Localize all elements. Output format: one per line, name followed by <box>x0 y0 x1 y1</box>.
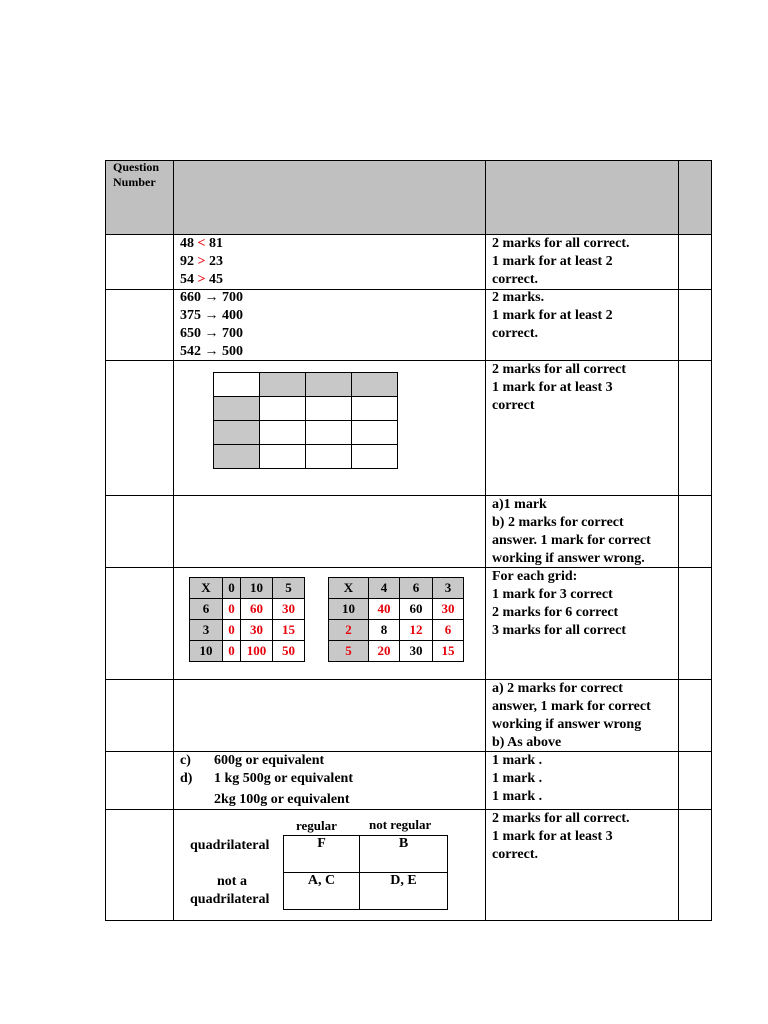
grid-header-cell: 10 <box>241 578 273 599</box>
grid-cell: 30 <box>273 599 305 620</box>
rounding-answer: 542 → 500 <box>180 344 243 359</box>
row1-answer-line: 54 > 45 <box>180 272 223 287</box>
marks-line: 3 marks for all correct <box>492 623 626 638</box>
carroll-cell: B <box>360 836 448 873</box>
multiplication-grid-1 <box>189 577 305 662</box>
marks-line: a)1 mark <box>492 497 547 512</box>
grid-cell: 100 <box>241 641 273 662</box>
carroll-cell: F <box>284 836 360 873</box>
grid-header-cell: 3 <box>433 578 464 599</box>
grid-header-cell: X <box>329 578 369 599</box>
marks-line: 1 mark . <box>492 789 543 804</box>
grid-cell: 15 <box>433 641 464 662</box>
grid-row-label: 6 <box>190 599 223 620</box>
question-number-header: Question Number <box>113 160 160 189</box>
marks-line: 1 mark . <box>492 771 543 786</box>
marks-line: correct <box>492 398 535 413</box>
grid-cell: 20 <box>369 641 400 662</box>
marks-line: answer. 1 mark for correct <box>492 533 651 548</box>
grid-cell: 8 <box>369 620 400 641</box>
row3-marks <box>492 361 626 415</box>
marks-line: 2 marks for 6 correct <box>492 605 619 620</box>
mass-answer: 2kg 100g or equivalent <box>214 792 350 807</box>
carroll-cell: D, E <box>360 873 448 910</box>
rounding-answer: 375 → 400 <box>180 308 243 323</box>
grid-row-label: 5 <box>329 641 369 662</box>
row2-marks <box>492 289 613 343</box>
grid-cell: 60 <box>241 599 273 620</box>
col-header-regular: regular <box>296 818 337 833</box>
grid-cell: 40 <box>369 599 400 620</box>
marks-line: 2 marks for all correct <box>492 362 626 377</box>
row5-marks <box>492 568 626 640</box>
marks-line: b) 2 marks for correct <box>492 515 624 530</box>
row7-marks <box>492 752 542 806</box>
col-header-not-regular: not regular <box>369 817 432 832</box>
marks-line: 2 marks. <box>492 290 545 305</box>
grid-cell: 30 <box>241 620 273 641</box>
marks-line: correct. <box>492 847 538 862</box>
grid-cell: 0 <box>223 641 241 662</box>
marks-line: 1 mark for at least 3 <box>492 829 613 844</box>
row-header-quadrilateral: quadrilateral <box>190 838 270 853</box>
grid-row-label: 2 <box>329 620 369 641</box>
marks-line: 1 mark for at least 3 <box>492 380 613 395</box>
row1-answer-line: 92 > 23 <box>180 254 223 269</box>
marks-line: answer, 1 mark for correct <box>492 699 651 714</box>
marks-line: 1 mark for at least 2 <box>492 308 613 323</box>
grid-row-label: 10 <box>190 641 223 662</box>
marks-line: b) As above <box>492 735 562 750</box>
grid-cell: 30 <box>400 641 433 662</box>
marks-line: working if answer wrong <box>492 717 642 732</box>
grid-header-cell: 4 <box>369 578 400 599</box>
grid-header-cell: 6 <box>400 578 433 599</box>
row8-marks <box>492 810 630 864</box>
row1-marks <box>492 235 630 289</box>
mass-answer: c) 600g or equivalent <box>180 753 325 768</box>
row6-marks <box>492 680 651 752</box>
grid-cell: 30 <box>433 599 464 620</box>
marks-line: working if answer wrong. <box>492 551 645 566</box>
grid-cell: 12 <box>400 620 433 641</box>
grid-cell: 0 <box>223 599 241 620</box>
blank-grid <box>213 372 398 469</box>
grid-header-cell: 0 <box>223 578 241 599</box>
rounding-answer: 660 → 700 <box>180 290 243 305</box>
marks-line: For each grid: <box>492 569 578 584</box>
marks-line: 1 mark for 3 correct <box>492 587 613 602</box>
row-header-not-a: not a <box>217 874 247 889</box>
grid-cell: 60 <box>400 599 433 620</box>
mass-answer: d) 1 kg 500g or equivalent <box>180 771 353 786</box>
row1-answers <box>180 235 223 289</box>
carroll-cell: A, C <box>284 873 360 910</box>
grid-row-label: 10 <box>329 599 369 620</box>
row2-answers <box>180 289 243 361</box>
grid-cell: 15 <box>273 620 305 641</box>
multiplication-grid-2 <box>328 577 464 662</box>
marks-line: 1 mark for at least 2 <box>492 254 613 269</box>
row-header-quadrilateral-2: quadrilateral <box>190 892 270 907</box>
marks-line: correct. <box>492 272 538 287</box>
carroll-diagram <box>283 835 448 910</box>
grid-cell: 0 <box>223 620 241 641</box>
marks-line: a) 2 marks for correct <box>492 681 623 696</box>
marks-line: 1 mark . <box>492 753 543 768</box>
marks-line: correct. <box>492 326 538 341</box>
marks-line: 2 marks for all correct. <box>492 811 630 826</box>
marks-line: 2 marks for all correct. <box>492 236 630 251</box>
grid-header-cell: 5 <box>273 578 305 599</box>
header-row-background <box>106 161 712 234</box>
row4-marks <box>492 496 651 568</box>
grid-cell: 6 <box>433 620 464 641</box>
grid-cell: 50 <box>273 641 305 662</box>
grid-row-label: 3 <box>190 620 223 641</box>
row1-answer-line: 48 < 81 <box>180 236 223 251</box>
row7-answers <box>180 752 353 809</box>
rounding-answer: 650 → 700 <box>180 326 243 341</box>
grid-header-cell: X <box>190 578 223 599</box>
